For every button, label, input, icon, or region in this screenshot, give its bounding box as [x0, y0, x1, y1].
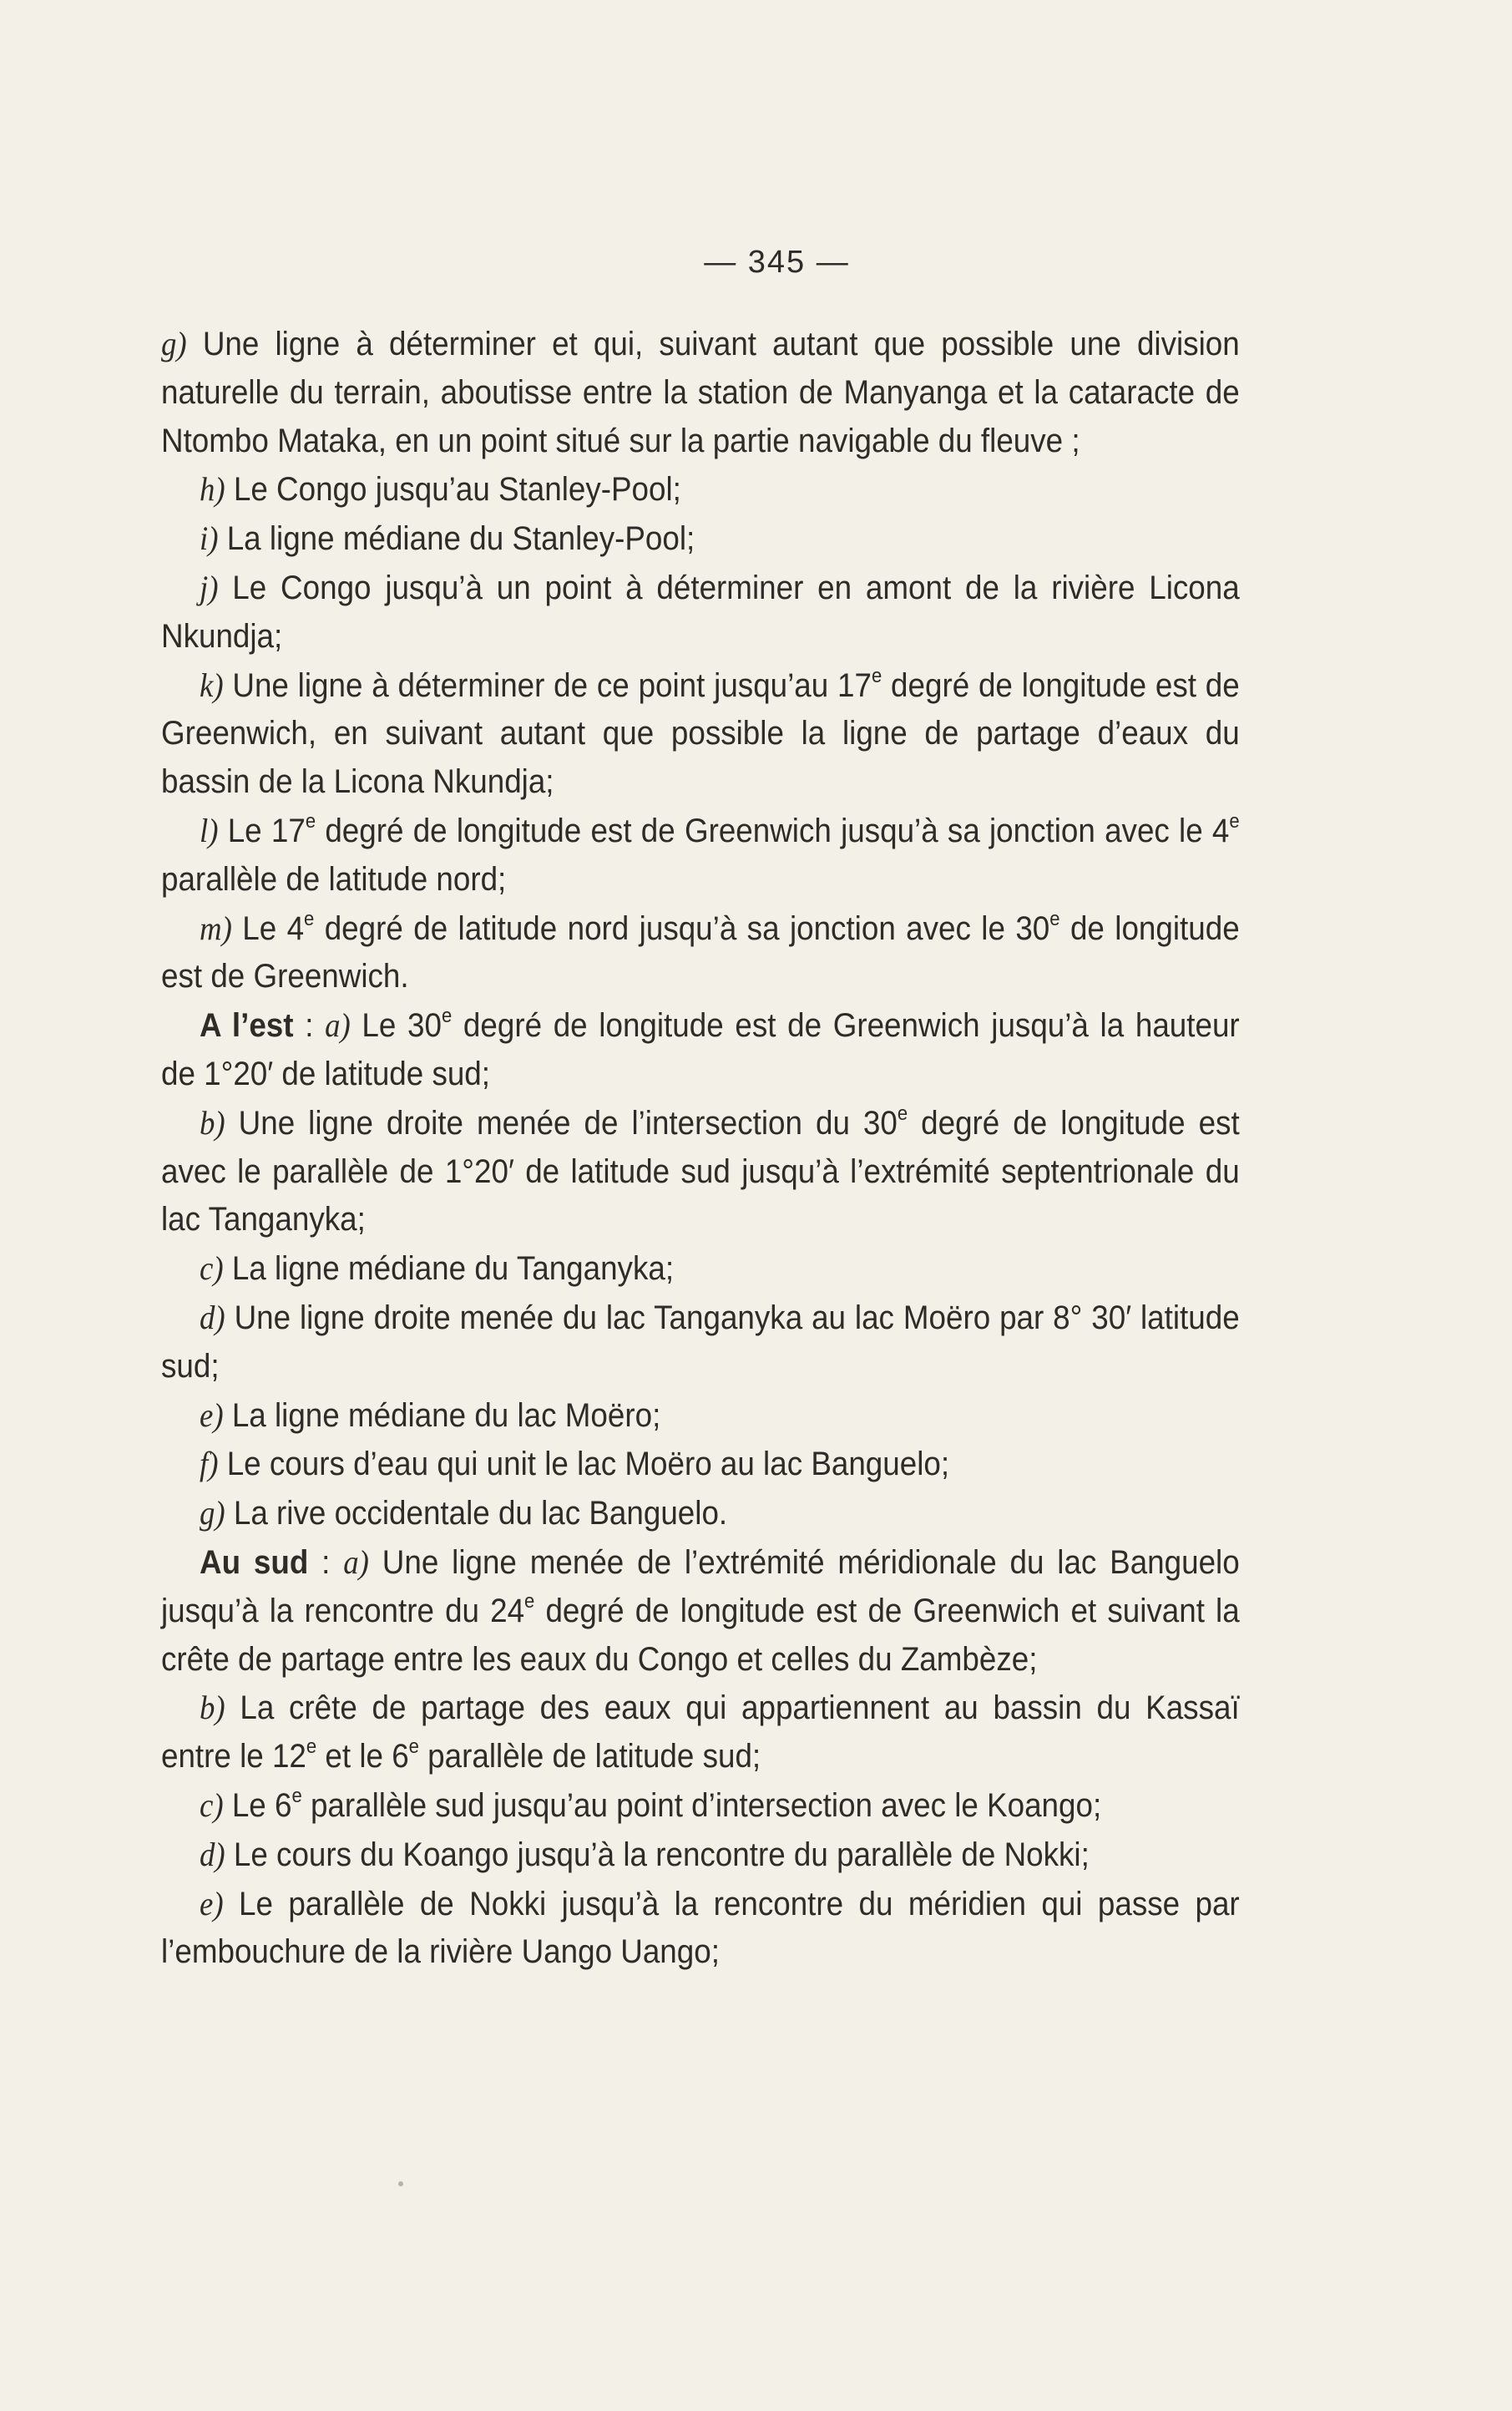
paragraph-text: Le cours du Koango jusqu’à la rencontre du parallèle de Nokki;	[225, 1836, 1090, 1873]
page-number: — 345 —	[704, 245, 850, 280]
paragraph-text: Le Congo jusqu’au Stanley-Pool;	[225, 471, 681, 509]
paragraph-text: degré de longitude est de Greenwich jusqu’à sa jonction avec le 4	[316, 812, 1230, 849]
ordinal-suffix: e	[871, 664, 882, 687]
paragraph-text: Une ligne droite menée de l’intersection du 30	[225, 1104, 898, 1142]
paragraph-h	[161, 465, 1240, 514]
item-letter: g)	[161, 325, 187, 362]
paragraph-i	[161, 514, 1240, 564]
ordinal-suffix: e	[291, 1785, 302, 1808]
paragraph-text: La ligne médiane du Tanganyka;	[223, 1250, 675, 1288]
ordinal-suffix: e	[897, 1102, 908, 1125]
paragraph-south-c	[161, 1781, 1240, 1831]
paragraph-text: degré de longitude est avec le parallèle de 1°20′ de latitude sud jusqu’à l’extrémité septentrionale du lac Tanganyka;	[161, 1104, 1240, 1238]
paragraph-text: degré de longitude est de Greenwich jusqu’à la hauteur de 1°20′ de latitude sud;	[161, 1007, 1240, 1092]
paragraph-k	[161, 661, 1240, 807]
paragraph-text: Une ligne menée de l’extrémité méridionale du lac Banguelo jusqu’à la rencontre du 24	[161, 1543, 1240, 1629]
ordinal-suffix: e	[441, 1005, 453, 1028]
paragraph-text: La ligne médiane du lac Moëro;	[223, 1396, 661, 1434]
paragraph-south-d	[161, 1831, 1240, 1880]
paragraph-text: La ligne médiane du Stanley-Pool;	[218, 520, 695, 558]
ordinal-suffix: e	[1229, 810, 1240, 833]
item-letter: e)	[200, 1884, 224, 1922]
item-letter: e)	[200, 1395, 224, 1434]
paragraph-text: et le 6	[316, 1738, 409, 1775]
paragraph-text: Le 17	[218, 812, 306, 849]
item-letter: d)	[200, 1835, 225, 1873]
paragraph-south-a	[161, 1538, 1240, 1684]
paragraph-east-d	[161, 1294, 1240, 1391]
item-letter: c)	[200, 1249, 224, 1288]
label-separator: :	[308, 1543, 344, 1581]
ordinal-suffix: e	[304, 907, 315, 930]
paragraph-south-b	[161, 1684, 1240, 1781]
ordinal-suffix: e	[1049, 907, 1060, 930]
paragraph-text: degré de longitude est de Greenwich, en suivant autant que possible la ligne de partage d’eaux du bassin de la Licona Nkundja;	[161, 666, 1240, 801]
paragraph-g	[161, 320, 1240, 465]
ordinal-suffix: e	[524, 1589, 535, 1613]
paragraph-text: Le 6	[223, 1786, 292, 1824]
item-letter: b)	[200, 1103, 225, 1142]
paragraph-east-e	[161, 1391, 1240, 1441]
paragraph-text: Le cours d’eau qui unit le lac Moëro au lac Banguelo;	[218, 1446, 950, 1483]
paragraph-text: de longitude est de Greenwich.	[161, 909, 1240, 995]
item-letter: k)	[200, 666, 224, 704]
paragraph-text: degré de latitude nord jusqu’à sa jonction avec le 30	[314, 909, 1050, 947]
paragraph-text: parallèle de latitude sud;	[418, 1738, 761, 1775]
section-label-south: Au sud	[200, 1543, 309, 1581]
paragraph-m	[161, 904, 1240, 1002]
paragraph-text: parallèle sud jusqu’au point d’intersection avec le Koango;	[301, 1786, 1102, 1824]
item-letter: a)	[325, 1006, 351, 1045]
item-letter: c)	[200, 1785, 224, 1824]
paragraph-east-b	[161, 1099, 1240, 1244]
item-letter: m)	[200, 909, 232, 947]
paragraph-text: Le 4	[231, 909, 305, 947]
paragraph-east-a	[161, 1001, 1240, 1099]
paragraph-east-f	[161, 1440, 1240, 1489]
paragraph-l	[161, 807, 1240, 904]
item-letter: h)	[200, 470, 225, 509]
paragraph-east-c	[161, 1244, 1240, 1294]
paragraph-text: parallèle de latitude nord;	[161, 860, 507, 898]
paragraph-text: Le parallèle de Nokki jusqu’à la rencontre du méridien qui passe par l’embouchure de la rivière Uango Uango;	[161, 1885, 1240, 1971]
paper-speck	[398, 2181, 403, 2186]
item-letter: l)	[200, 811, 219, 849]
paragraph-text: Une ligne à déterminer et qui, suivant autant que possible une division naturelle du terrain, aboutisse entre la station de Manyanga et la cataracte de Ntombo Mataka, en un point situé sur la partie navigable du fleuve ;	[161, 326, 1240, 459]
item-letter: f)	[200, 1445, 219, 1483]
item-letter: d)	[200, 1298, 225, 1336]
item-letter: a)	[343, 1542, 369, 1581]
paragraph-j	[161, 564, 1240, 661]
paragraph-south-e	[161, 1880, 1240, 1978]
item-letter: g)	[200, 1494, 225, 1532]
document-body	[161, 320, 1240, 1977]
label-separator: :	[293, 1007, 326, 1045]
paragraph-text: Une ligne droite menée du lac Tanganyka au lac Moëro par 8° 30′ latitude sud;	[161, 1299, 1240, 1385]
paragraph-east-g	[161, 1489, 1240, 1538]
paragraph-text: degré de longitude est de Greenwich et suivant la crête de partage entre les eaux du Congo et celles du Zambèze;	[161, 1592, 1240, 1678]
ordinal-suffix: e	[305, 810, 316, 833]
item-letter: j)	[200, 568, 219, 606]
paragraph-text: La rive occidentale du lac Banguelo.	[225, 1495, 728, 1532]
ordinal-suffix: e	[408, 1735, 419, 1759]
paragraph-text: La crête de partage des eaux qui appartiennent au bassin du Kassaï entre le 12	[161, 1689, 1240, 1775]
paragraph-text: Une ligne à déterminer de ce point jusqu’au 17	[223, 666, 872, 704]
paragraph-text: Le 30	[350, 1007, 442, 1045]
item-letter: i)	[200, 519, 219, 558]
section-label-east: A l’est	[200, 1007, 294, 1045]
item-letter: b)	[200, 1689, 225, 1727]
ordinal-suffix: e	[306, 1735, 317, 1759]
paragraph-text: Le Congo jusqu’à un point à déterminer en amont de la rivière Licona Nkundja;	[161, 569, 1240, 655]
